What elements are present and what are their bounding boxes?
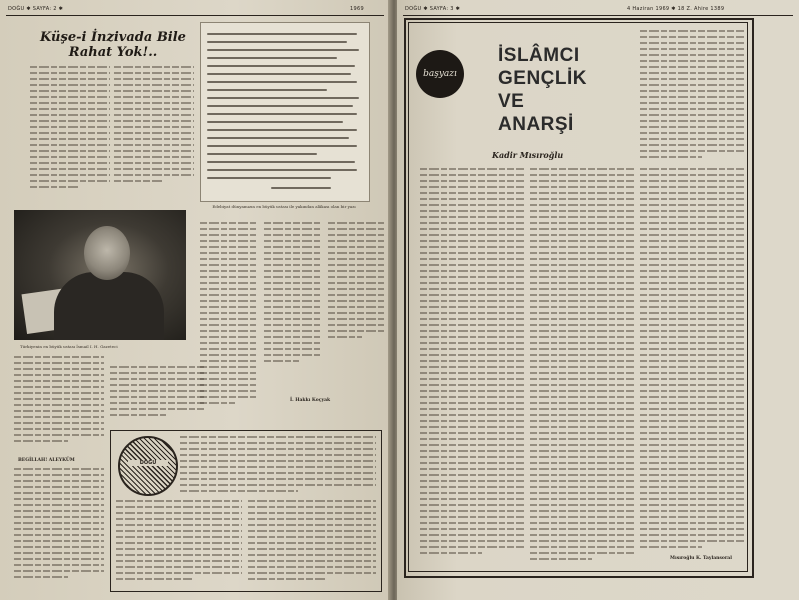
left-lower-col1 — [14, 356, 104, 452]
photo-caption: Türkiyenin en büyük ustası İsmail I. H. Gazeteci — [20, 344, 118, 349]
left-top-rule — [6, 15, 384, 16]
editorial-title-line2: GENÇLİK — [498, 68, 587, 89]
boxed-listing-top — [180, 436, 376, 496]
handwritten-manuscript-image — [200, 22, 370, 202]
left-headline — [28, 30, 198, 60]
left-signature: İ. Hakkı Koçyak — [290, 398, 331, 403]
right-folio: DOĞU ✱ SAYFA: 3 ✱ — [405, 6, 461, 12]
left-lower-col3 — [110, 366, 206, 426]
stamp-seal-icon — [118, 436, 178, 496]
editorial-col1 — [420, 168, 524, 564]
boxed-listing-col1 — [116, 500, 242, 586]
left-page — [0, 0, 392, 600]
stamp-label: DOĞU — [128, 460, 168, 466]
editorial-title-line4: ANARŞİ — [498, 114, 574, 135]
editorial-end-signature: Mısıroğlu K. Taylansoral — [670, 556, 732, 561]
right-folio-date: 4 Haziran 1969 ✱ 18 Z. Ahire 1389 — [627, 6, 725, 12]
left-folio: DOĞU ✱ SAYFA: 2 ✱ — [8, 6, 64, 12]
left-article-col3 — [200, 222, 258, 414]
left-lower-col2 — [14, 468, 104, 588]
editorial-col3 — [640, 168, 744, 548]
left-folio-date: 1969 — [350, 6, 364, 12]
left-headline-line1: Küşe-i İnzivada Bile — [40, 30, 186, 45]
left-headline-line2: Rahat Yok!.. — [68, 45, 158, 60]
left-article-col4 — [264, 222, 322, 372]
boxed-listing-col2 — [248, 500, 376, 586]
editorial-col-top-right — [640, 30, 744, 164]
portrait-photo — [14, 210, 186, 340]
section-label: BEGİLLAH! ALEYKÜM — [18, 458, 75, 463]
editorial-author: Kadir Mısıroğlu — [492, 150, 564, 160]
left-article-col5 — [328, 222, 384, 352]
right-top-rule — [403, 15, 793, 16]
left-article-col1 — [30, 66, 110, 196]
editorial-title-line1: İSLÂMCI — [498, 45, 580, 66]
editorial-col2 — [530, 168, 634, 564]
editorial-title-line3: VE — [498, 91, 525, 112]
manuscript-caption: Edebiyat dünyamızın en büyük ustası ile yakından alâkası olan bir yazı — [212, 204, 356, 209]
basyazi-badge: başyazı — [416, 50, 464, 98]
editorial-title — [498, 44, 618, 136]
left-article-col2 — [114, 66, 194, 196]
